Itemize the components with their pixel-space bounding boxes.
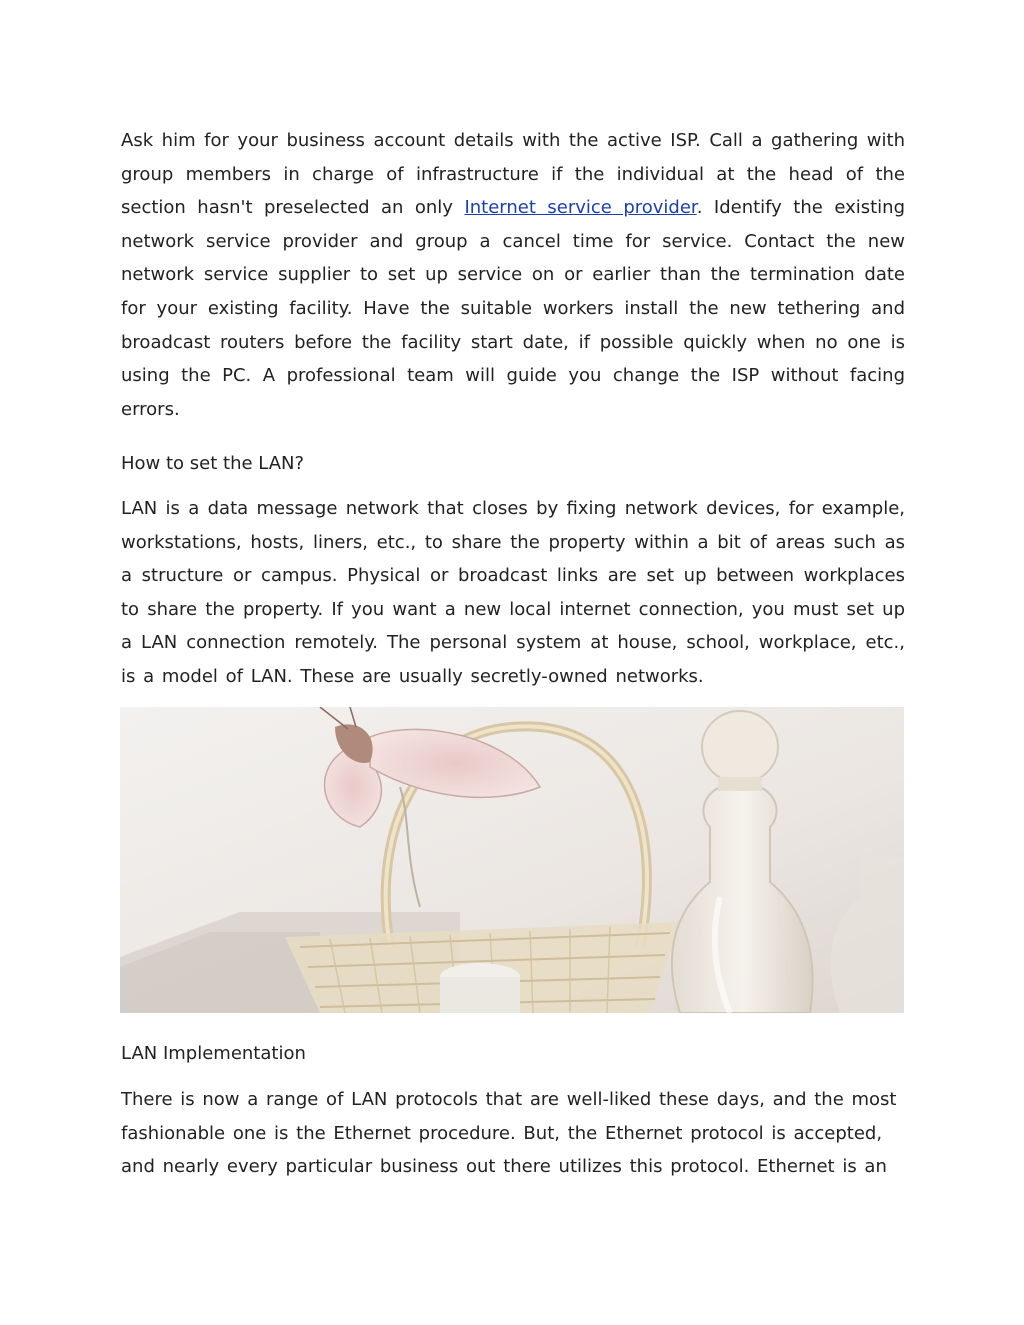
paragraph-text-before-link: Ask him for your business account details with the active ISP. Call a gathering with group members in charge of infrastructure if the individual at the head of the section hasn't preselected an only — [121, 130, 905, 219]
paragraph-lan-definition: LAN is a data message network that closes by fixing network devices, for example, workstations, hosts, liners, etc., to share the property within a bit of areas such as a structure or campus. Physical or broadcast links are set up between workplaces to share the property. If you want a new local internet connection, you must set up a LAN connection remotely. The personal system at house, school, workplace, etc., is a model of LAN. These are usually secretly-owned networks. — [121, 498, 905, 687]
basket-butterfly-bottle-image — [120, 707, 904, 1013]
internet-service-provider-link[interactable]: Internet service provider — [464, 197, 697, 219]
paragraph-text-after-link: . Identify the existing network service provider and group a cancel time for service. Contact the new network service supplier to set up service on or earlier than the termination date for your existing facility. Have the suitable workers install the new tethering and broadcast routers before the facility start date, if possible quickly when no one is using the PC. A professional team will guide you change the ISP without facing errors. — [121, 197, 905, 420]
heading-how-to-set-lan: How to set the LAN? — [121, 453, 305, 474]
heading-lan-implementation: LAN Implementation — [121, 1043, 306, 1064]
paragraph-lan-protocols: There is now a range of LAN protocols that are well-liked these days, and the most fashionable one is the Ethernet procedure. But, the Ethernet protocol is accepted, and nearly every particular business out there utilizes this protocol. Ethernet is an — [121, 1089, 897, 1178]
decorative-photo — [120, 707, 904, 1013]
paragraph-isp-change — [121, 124, 905, 426]
